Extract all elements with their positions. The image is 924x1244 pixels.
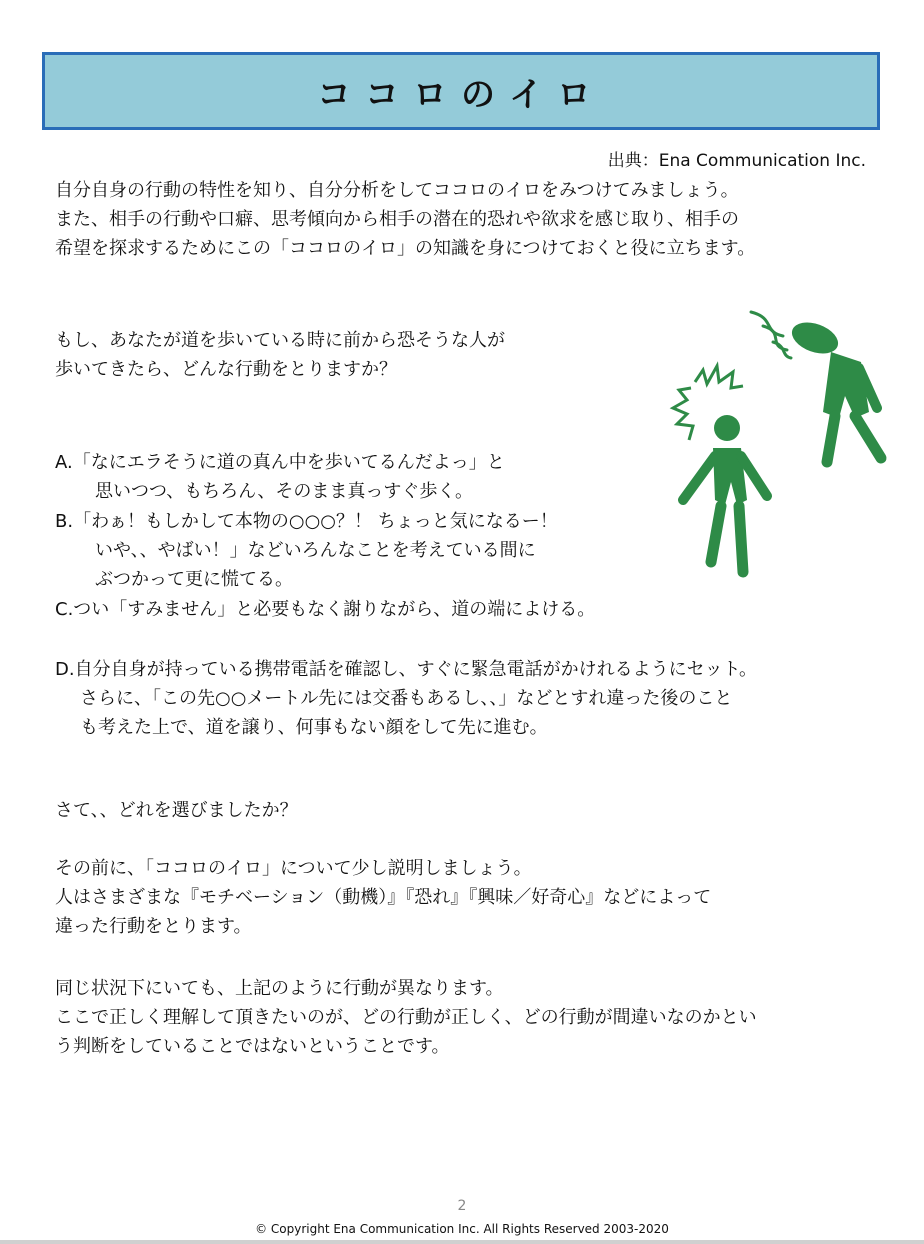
explain-line: 人はさまざまな『モチベーション（動機）』『恐れ』『興味／好奇心』などによって bbox=[55, 887, 712, 908]
intro-line: 自分自身の行動の特性を知り、自分分析をしてココロのイロをみつけてみましょう。 bbox=[55, 180, 739, 201]
option-b-line: いや、、やばい！」などいろんなことを考えている間に bbox=[95, 540, 536, 561]
option-b bbox=[55, 507, 558, 594]
title-banner bbox=[42, 52, 880, 130]
option-a bbox=[55, 448, 505, 506]
copyright: © Copyright Ena Communication Inc. All Rights Reserved 2003-2020 bbox=[255, 1222, 669, 1236]
option-a-line: A.「なにエラそうに道の真ん中を歩いてるんだよっ」と bbox=[55, 452, 505, 473]
question-line: もし、あなたが道を歩いている時に前から恐そうな人が bbox=[55, 330, 505, 351]
bottom-divider bbox=[0, 1240, 924, 1244]
conclusion-line: う判断をしていることではないということです。 bbox=[55, 1036, 450, 1057]
option-d-line: も考えた上で、道を譲り、何事もない顔をして先に進む。 bbox=[80, 717, 548, 738]
option-d bbox=[55, 655, 757, 742]
conclusion-line: 同じ状況下にいても、上記のように行動が異なります。 bbox=[55, 978, 504, 999]
page-number: 2 bbox=[457, 1198, 467, 1214]
intro-line: また、相手の行動や口癖、思考傾向から相手の潜在的恐れや欲求を感じ取り、相手の bbox=[55, 209, 739, 230]
smoke-icon bbox=[751, 312, 791, 358]
intro-paragraph bbox=[55, 176, 755, 263]
intro-line: 希望を探求するためにこの「ココロのイロ」の知識を身につけておくと役に立ちます。 bbox=[55, 238, 756, 259]
which-line: さて、、どれを選びましたか？ bbox=[55, 800, 298, 821]
page-title: ココロのイロ bbox=[317, 74, 605, 115]
question-paragraph bbox=[55, 326, 505, 384]
question-line: 歩いてきたら、どんな行動をとりますか？ bbox=[55, 359, 397, 380]
walking-person-icon bbox=[683, 415, 767, 572]
option-b-line: B.「わぁ！もしかして本物の○○○？！ ちょっと気になるー！ bbox=[55, 511, 558, 532]
which-question bbox=[55, 796, 298, 825]
explain-line: その前に、「ココロのイロ」について少し説明しましょう。 bbox=[55, 858, 532, 879]
option-c-line: C.つい「すみません」と必要もなく謝りながら、道の端によける。 bbox=[55, 599, 596, 620]
scary-person-icon bbox=[788, 317, 881, 462]
explain-paragraph bbox=[55, 854, 711, 941]
option-d-line: さらに、「この先○○メートル先には交番もあるし、、」などとすれ違った後のこと bbox=[80, 688, 733, 709]
option-d-line: D.自分自身が持っている携帯電話を確認し、すぐに緊急電話がかけれるようにセット。 bbox=[55, 659, 757, 680]
option-b-line: ぶつかって更に慌てる。 bbox=[95, 569, 293, 590]
conclusion-paragraph bbox=[55, 974, 757, 1061]
option-c bbox=[55, 595, 595, 624]
source-credit: 出典：Ena Communication Inc. bbox=[607, 151, 866, 171]
option-a-line: 思いつつ、もちろん、そのまま真っすぐ歩く。 bbox=[95, 481, 473, 502]
walking-people-illustration bbox=[655, 300, 895, 590]
conclusion-line: ここで正しく理解して頂きたいのが、どの行動が正しく、どの行動が間違いなのかとい bbox=[55, 1007, 757, 1028]
explain-line: 違った行動をとります。 bbox=[55, 916, 252, 937]
